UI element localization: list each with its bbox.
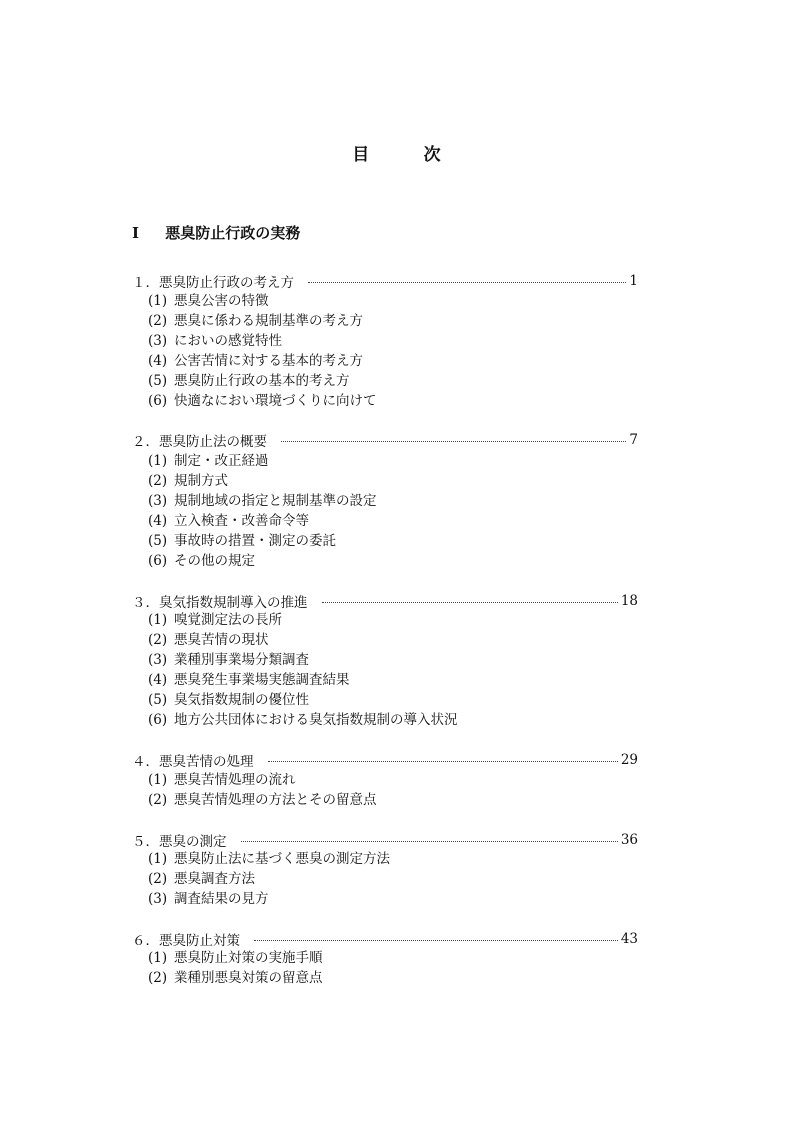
subitem-text: 公害苦情に対する基本的考え方 (174, 353, 363, 369)
toc-subitem[interactable] (148, 889, 269, 909)
subitem-number: (1) (148, 950, 168, 966)
part-heading (132, 222, 300, 243)
subitem-number: (3) (148, 891, 168, 907)
toc-subitem[interactable] (148, 610, 282, 630)
subitem-number: (2) (148, 632, 168, 648)
toc-subitem[interactable] (148, 790, 377, 810)
toc-subitem[interactable] (148, 351, 363, 371)
subitem-text: 業種別悪臭対策の留意点 (174, 970, 323, 986)
subitem-number: (2) (148, 792, 168, 808)
section-page: 36 (620, 832, 638, 848)
subitem-number: (5) (148, 533, 168, 549)
toc-section-2[interactable] (132, 430, 638, 450)
dot-leader (322, 602, 618, 603)
section-label: ４．悪臭苦情の処理 (132, 754, 254, 770)
dot-leader (281, 441, 626, 442)
subitem-number: (2) (148, 473, 168, 489)
subitem-text: 快適なにおい環境づくりに向けて (174, 393, 377, 409)
toc-section-1[interactable] (132, 271, 638, 291)
toc-subitem[interactable] (148, 451, 269, 471)
toc-subitem[interactable] (148, 869, 255, 889)
subitem-text: 悪臭防止法に基づく悪臭の測定方法 (174, 851, 390, 867)
subitem-text: 立入検査・改善命令等 (174, 513, 309, 529)
toc-subitem[interactable] (148, 770, 296, 790)
subitem-text: 悪臭防止対策の実施手順 (174, 950, 323, 966)
subitem-number: (4) (148, 672, 168, 688)
subitem-text: 悪臭防止行政の基本的考え方 (174, 373, 350, 389)
subitem-text: 悪臭に係わる規制基準の考え方 (174, 313, 363, 329)
subitem-number: (3) (148, 652, 168, 668)
toc-subitem[interactable] (148, 849, 390, 869)
subitem-text: 規制地域の指定と規制基準の設定 (174, 493, 377, 509)
subitem-text: 嗅覚測定法の長所 (174, 612, 282, 628)
subitem-text: その他の規定 (174, 553, 255, 569)
subitem-text: 悪臭苦情の現状 (174, 632, 269, 648)
subitem-number: (4) (148, 353, 168, 369)
subitem-number: (1) (148, 612, 168, 628)
page-title: 目 次 (352, 145, 460, 165)
toc-subitem[interactable] (148, 968, 323, 988)
toc-section-5[interactable] (132, 830, 638, 850)
toc-subitem[interactable] (148, 551, 255, 571)
toc-subitem[interactable] (148, 331, 282, 351)
subitem-number: (6) (148, 393, 168, 409)
subitem-text: 業種別事業場分類調査 (174, 652, 309, 668)
toc-subitem[interactable] (148, 371, 350, 391)
section-page: 18 (620, 593, 638, 609)
toc-subitem[interactable] (148, 630, 269, 650)
subitem-number: (6) (148, 553, 168, 569)
subitem-text: 悪臭公害の特徴 (174, 293, 269, 309)
subitem-number: (1) (148, 293, 168, 309)
subitem-text: 悪臭苦情処理の方法とその留意点 (174, 792, 377, 808)
part-title: 悪臭防止行政の実務 (165, 224, 301, 242)
subitem-text: 地方公共団体における臭気指数規制の導入状況 (174, 712, 458, 728)
subitem-text: 事故時の措置・測定の委託 (174, 533, 336, 549)
toc-subitem[interactable] (148, 650, 309, 670)
subitem-text: においの感覚特性 (174, 333, 282, 349)
section-label: ２．悪臭防止法の概要 (132, 434, 267, 450)
subitem-number: (1) (148, 453, 168, 469)
toc-section-6[interactable] (132, 929, 638, 949)
subitem-text: 悪臭苦情処理の流れ (174, 772, 296, 788)
subitem-number: (4) (148, 513, 168, 529)
subitem-text: 悪臭発生事業場実態調査結果 (174, 672, 350, 688)
dot-leader (241, 841, 618, 842)
section-page: 7 (629, 432, 638, 448)
section-label: ５．悪臭の測定 (132, 834, 227, 850)
section-page: 29 (620, 752, 638, 768)
subitem-text: 調査結果の見方 (174, 891, 269, 907)
subitem-number: (6) (148, 712, 168, 728)
toc-subitem[interactable] (148, 311, 363, 331)
subitem-text: 臭気指数規制の優位性 (174, 692, 309, 708)
section-page: 43 (620, 931, 638, 947)
section-label: ３．臭気指数規制導入の推進 (132, 595, 308, 611)
toc-subitem[interactable] (148, 948, 323, 968)
dot-leader (254, 940, 618, 941)
toc-subitem[interactable] (148, 531, 336, 551)
toc-section-3[interactable] (132, 591, 638, 611)
part-numeral: Ⅰ (132, 224, 140, 242)
subitem-number: (5) (148, 692, 168, 708)
toc-subitem[interactable] (148, 511, 309, 531)
toc-subitem[interactable] (148, 670, 350, 690)
section-label: １．悪臭防止行政の考え方 (132, 275, 294, 291)
subitem-text: 規制方式 (174, 473, 228, 489)
toc-subitem[interactable] (148, 291, 269, 311)
toc-section-4[interactable] (132, 750, 638, 770)
toc-subitem[interactable] (148, 710, 458, 730)
subitem-number: (1) (148, 772, 168, 788)
subitem-number: (2) (148, 313, 168, 329)
toc-subitem[interactable] (148, 690, 309, 710)
subitem-text: 制定・改正経過 (174, 453, 269, 469)
subitem-number: (1) (148, 851, 168, 867)
subitem-number: (3) (148, 493, 168, 509)
subitem-number: (3) (148, 333, 168, 349)
dot-leader (308, 282, 626, 283)
toc-subitem[interactable] (148, 391, 377, 411)
toc-subitem[interactable] (148, 491, 377, 511)
subitem-number: (5) (148, 373, 168, 389)
section-label: ６．悪臭防止対策 (132, 933, 240, 949)
toc-subitem[interactable] (148, 471, 228, 491)
subitem-text: 悪臭調査方法 (174, 871, 255, 887)
dot-leader (268, 761, 618, 762)
subitem-number: (2) (148, 970, 168, 986)
section-page: 1 (629, 273, 638, 289)
subitem-number: (2) (148, 871, 168, 887)
